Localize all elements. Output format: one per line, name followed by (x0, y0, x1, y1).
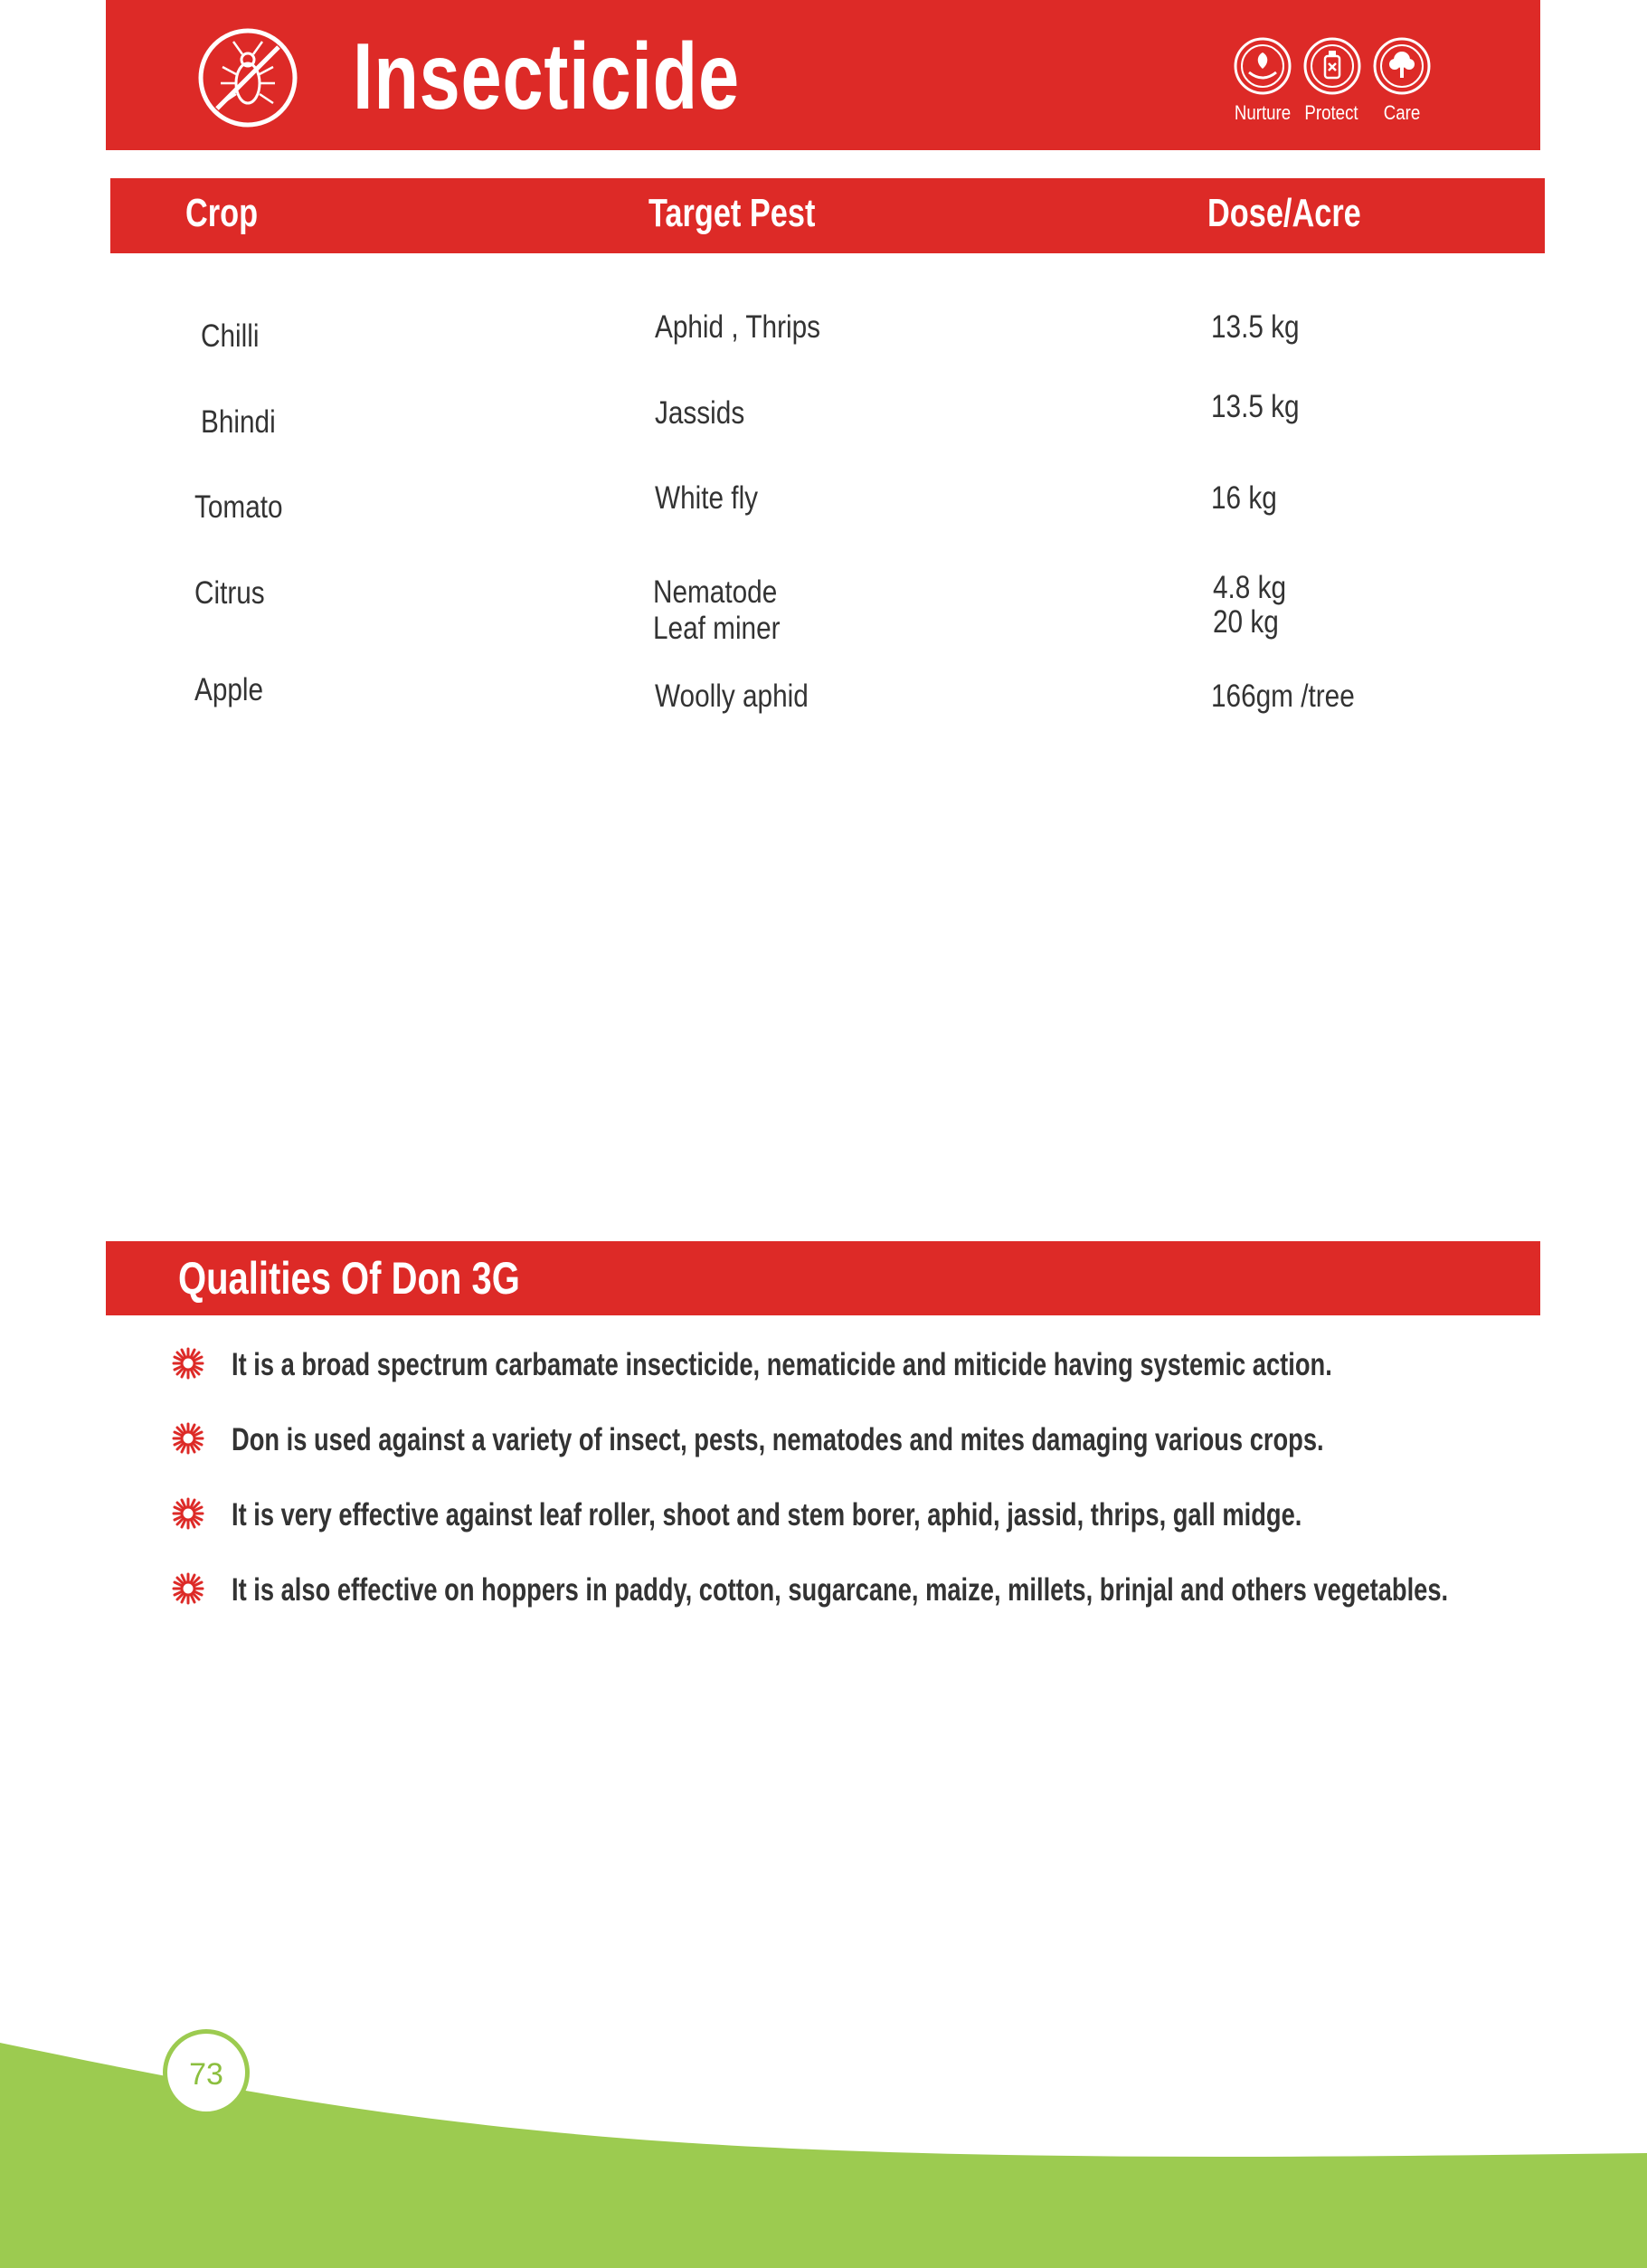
quality-text: It is a broad spectrum carbamate insecticide, nematicide and miticide having systemic action. (232, 1347, 1332, 1382)
dose-cell: 20 kg (1213, 604, 1279, 640)
pest-cell: White fly (655, 480, 759, 516)
shield-bottle-icon (1302, 36, 1362, 96)
no-insect-icon (197, 27, 298, 128)
crop-cell: Apple (194, 672, 264, 707)
pest-cell: Jassids (655, 395, 745, 431)
qualities-title: Qualities Of Don 3G (178, 1253, 520, 1304)
crop-cell: Chilli (201, 318, 260, 354)
header-banner (106, 0, 1540, 150)
hand-plant-icon (1233, 36, 1292, 96)
crop-cell: Bhindi (201, 404, 276, 440)
quality-text: Don is used against a variety of insect, pests, nematodes and mites damaging various crops. (232, 1422, 1324, 1457)
starburst-bullet-icon (172, 1347, 204, 1380)
crop-cell: Citrus (194, 575, 265, 611)
pest-cell: Aphid , Thrips (655, 309, 821, 345)
pest-cell: Leaf miner (653, 611, 781, 646)
page-title: Insecticide (353, 24, 740, 129)
dose-cell: 13.5 kg (1211, 309, 1300, 345)
starburst-bullet-icon (172, 1497, 204, 1530)
crop-cell: Tomato (194, 489, 283, 525)
badge-label-care: Care (1383, 101, 1421, 124)
dose-cell: 16 kg (1211, 480, 1277, 516)
dose-cell: 166gm /tree (1211, 679, 1355, 714)
pest-cell: Woolly aphid (655, 679, 809, 714)
dose-cell: 4.8 kg (1213, 570, 1287, 605)
quality-text: It is very effective against leaf roller, shoot and stem borer, aphid, jassid, thrips, gall midge. (232, 1497, 1302, 1533)
starburst-bullet-icon (172, 1422, 204, 1455)
dose-cell: 13.5 kg (1211, 389, 1300, 424)
column-header-dose: Dose/Acre (1207, 191, 1361, 235)
starburst-bullet-icon (172, 1572, 204, 1605)
page-number: 73 (189, 2057, 223, 2092)
column-header-target-pest: Target Pest (648, 191, 816, 235)
quality-text: It is also effective on hoppers in paddy, cotton, sugarcane, maize, millets, brinjal and others vegetables. (232, 1572, 1449, 1608)
tree-icon (1372, 36, 1432, 96)
table-header (110, 178, 1545, 253)
pest-cell: Nematode (653, 574, 778, 610)
badge-label-nurture: Nurture (1234, 101, 1292, 124)
qualities-header (106, 1241, 1540, 1315)
column-header-crop: Crop (185, 191, 259, 235)
badge-label-protect: Protect (1304, 101, 1358, 124)
page-number-badge (163, 2029, 250, 2116)
